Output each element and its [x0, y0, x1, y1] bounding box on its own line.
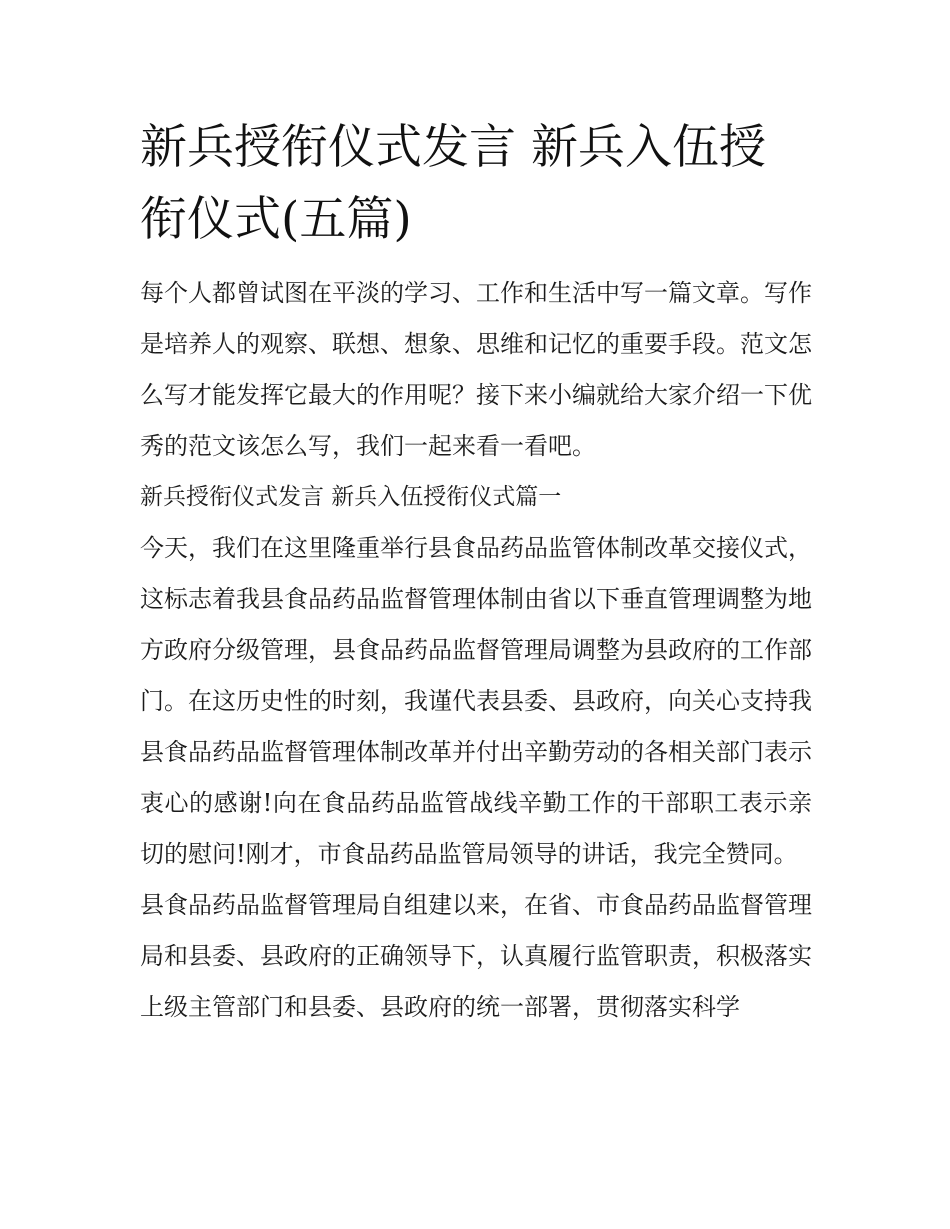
body-paragraph-1: 今天，我们在这里隆重举行县食品药品监管体制改革交接仪式，这标志着我县食品药品监督管理体制由省以下垂直管理调整为地方政府分级管理，县食品药品监督管理局调整为县政府的工作部门。在这历史性的时刻，我谨代表县委、县政府，向关心支持我县食品药品监督管理体制改革并付出辛勤劳动的各相关部门表示衷心的感谢!向在食品药品监管战线辛勤工作的干部职工表示亲切的慰问!刚才，市食品药品监管局领导的讲话，我完全赞同。	[140, 534, 812, 868]
body-paragraph-2: 县食品药品监督管理局自组建以来，在省、市食品药品监督管理局和县委、县政府的正确领导下，认真履行监管职责，积极落实上级主管部门和县委、县政府的统一部署，贯彻落实科学	[140, 891, 812, 1021]
section-heading: 新兵授衔仪式发言 新兵入伍授衔仪式篇一	[140, 484, 562, 510]
document-title: 新兵授衔仪式发言 新兵入伍授衔仪式(五篇)	[140, 120, 766, 247]
document-body	[140, 112, 812, 1033]
intro-paragraph: 每个人都曾试图在平淡的学习、工作和生活中写一篇文章。写作是培养人的观察、联想、想象、思维和记忆的重要手段。范文怎么写才能发挥它最大的作用呢？接下来小编就给大家介绍一下优秀的范文该怎么写，我们一起来看一看吧。	[140, 279, 812, 460]
